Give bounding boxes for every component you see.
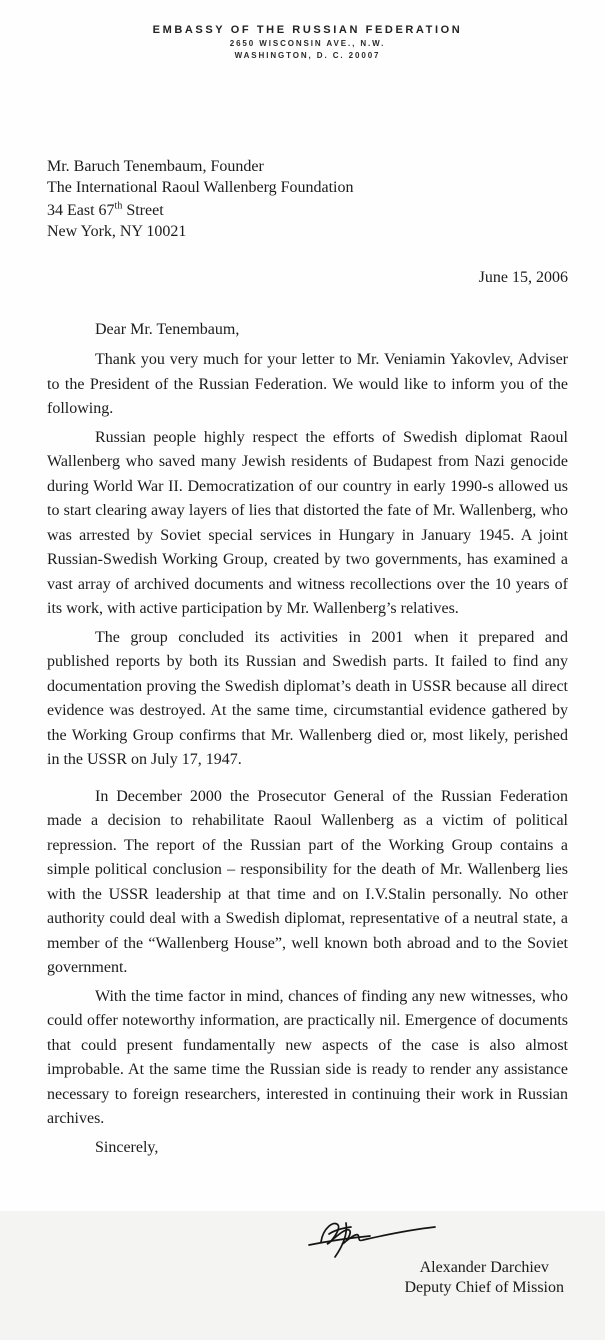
body-paragraph: Russian people highly respect the efforts of Swedish diplomat Raoul Wallenberg who saved many Jewish residents of Budapest from Nazi genocide during World War II. Democratization of our country in early 1990-s allowed us to start clearing away layers of lies that distorted the fate of Mr. Wallenberg, who was arrested by Soviet special services in Hungary in January 1945. A joint Russian-Swedish Working Group, created by two governments, has examined a vast array of archived documents and witness recollections over the 10 years of its work, with active participation by Mr. Wallenberg’s relatives. [47, 428, 568, 617]
closing-salutation: Sincerely, [95, 1138, 159, 1156]
letterhead-street: 2650 WISCONSIN AVE., N.W. [229, 39, 386, 48]
letter-date: June 15, 2006 [478, 269, 568, 286]
body-paragraph: Thank you very much for your letter to Mr. Veniamin Yakovlev, Adviser to the President of the Russian Federation. We would like to inform you of the following. [47, 351, 568, 417]
recipient-address-block [47, 156, 568, 242]
signatory-title: Deputy Chief of Mission [404, 1279, 564, 1296]
recipient-street-ordinal: th [114, 200, 123, 212]
body-paragraph: The group concluded its activities in 2001 when it prepared and published reports by both its Russian and Swedish parts. It failed to find any documentation proving the Swedish diplomat’s death in USSR because all direct evidence was destroyed. At the same time, circumstantial evidence gathered by the Working Group confirms that Mr. Wallenberg died or, most likely, perished in the USSR on July 17, 1947. [47, 628, 568, 768]
letterhead [47, 24, 568, 60]
body-paragraph: In December 2000 the Prosecutor General of the Russian Federation made a decision to rehabilitate Raoul Wallenberg as a victim of political repression. The report of the Russian part of the Working Group contains a simple political conclusion – responsibility for the death of Mr. Wallenberg lies with the USSR leadership at that time and on I.V.Stalin personally. No other authority could deal with a Swedish diplomat, representative of a neutral state, a member of the “Wallenberg House”, well known both abroad and to the Soviet government. [47, 787, 568, 976]
recipient-organization: The International Raoul Wallenberg Foundation [47, 179, 354, 196]
signature-block [47, 1180, 568, 1340]
signatory-name: Alexander Darchiev [419, 1259, 549, 1276]
salutation: Dear Mr. Tenembaum, [95, 321, 240, 338]
recipient-street-number: 34 East 67 [47, 202, 115, 219]
signatory [404, 1258, 564, 1298]
recipient-street [47, 200, 568, 221]
body-paragraph: With the time factor in mind, chances of finding any new witnesses, who could offer noteworthy information, are practically nil. Emergence of documents that could present fundamentally new aspects of the case is also almost improbable. At the same time the Russian side is ready to render any assistance necessary to foreign researchers, interested in continuing their work in Russian archives. [47, 987, 568, 1127]
letterhead-city: WASHINGTON, D. C. 20007 [234, 51, 381, 60]
recipient-name: Mr. Baruch Tenembaum, Founder [47, 158, 264, 175]
letterhead-org-name: EMBASSY OF THE RUSSIAN FEDERATION [152, 24, 463, 36]
recipient-street-suffix: Street [122, 202, 164, 219]
handwritten-signature-icon [307, 1216, 439, 1258]
recipient-city: New York, NY 10021 [47, 223, 187, 240]
